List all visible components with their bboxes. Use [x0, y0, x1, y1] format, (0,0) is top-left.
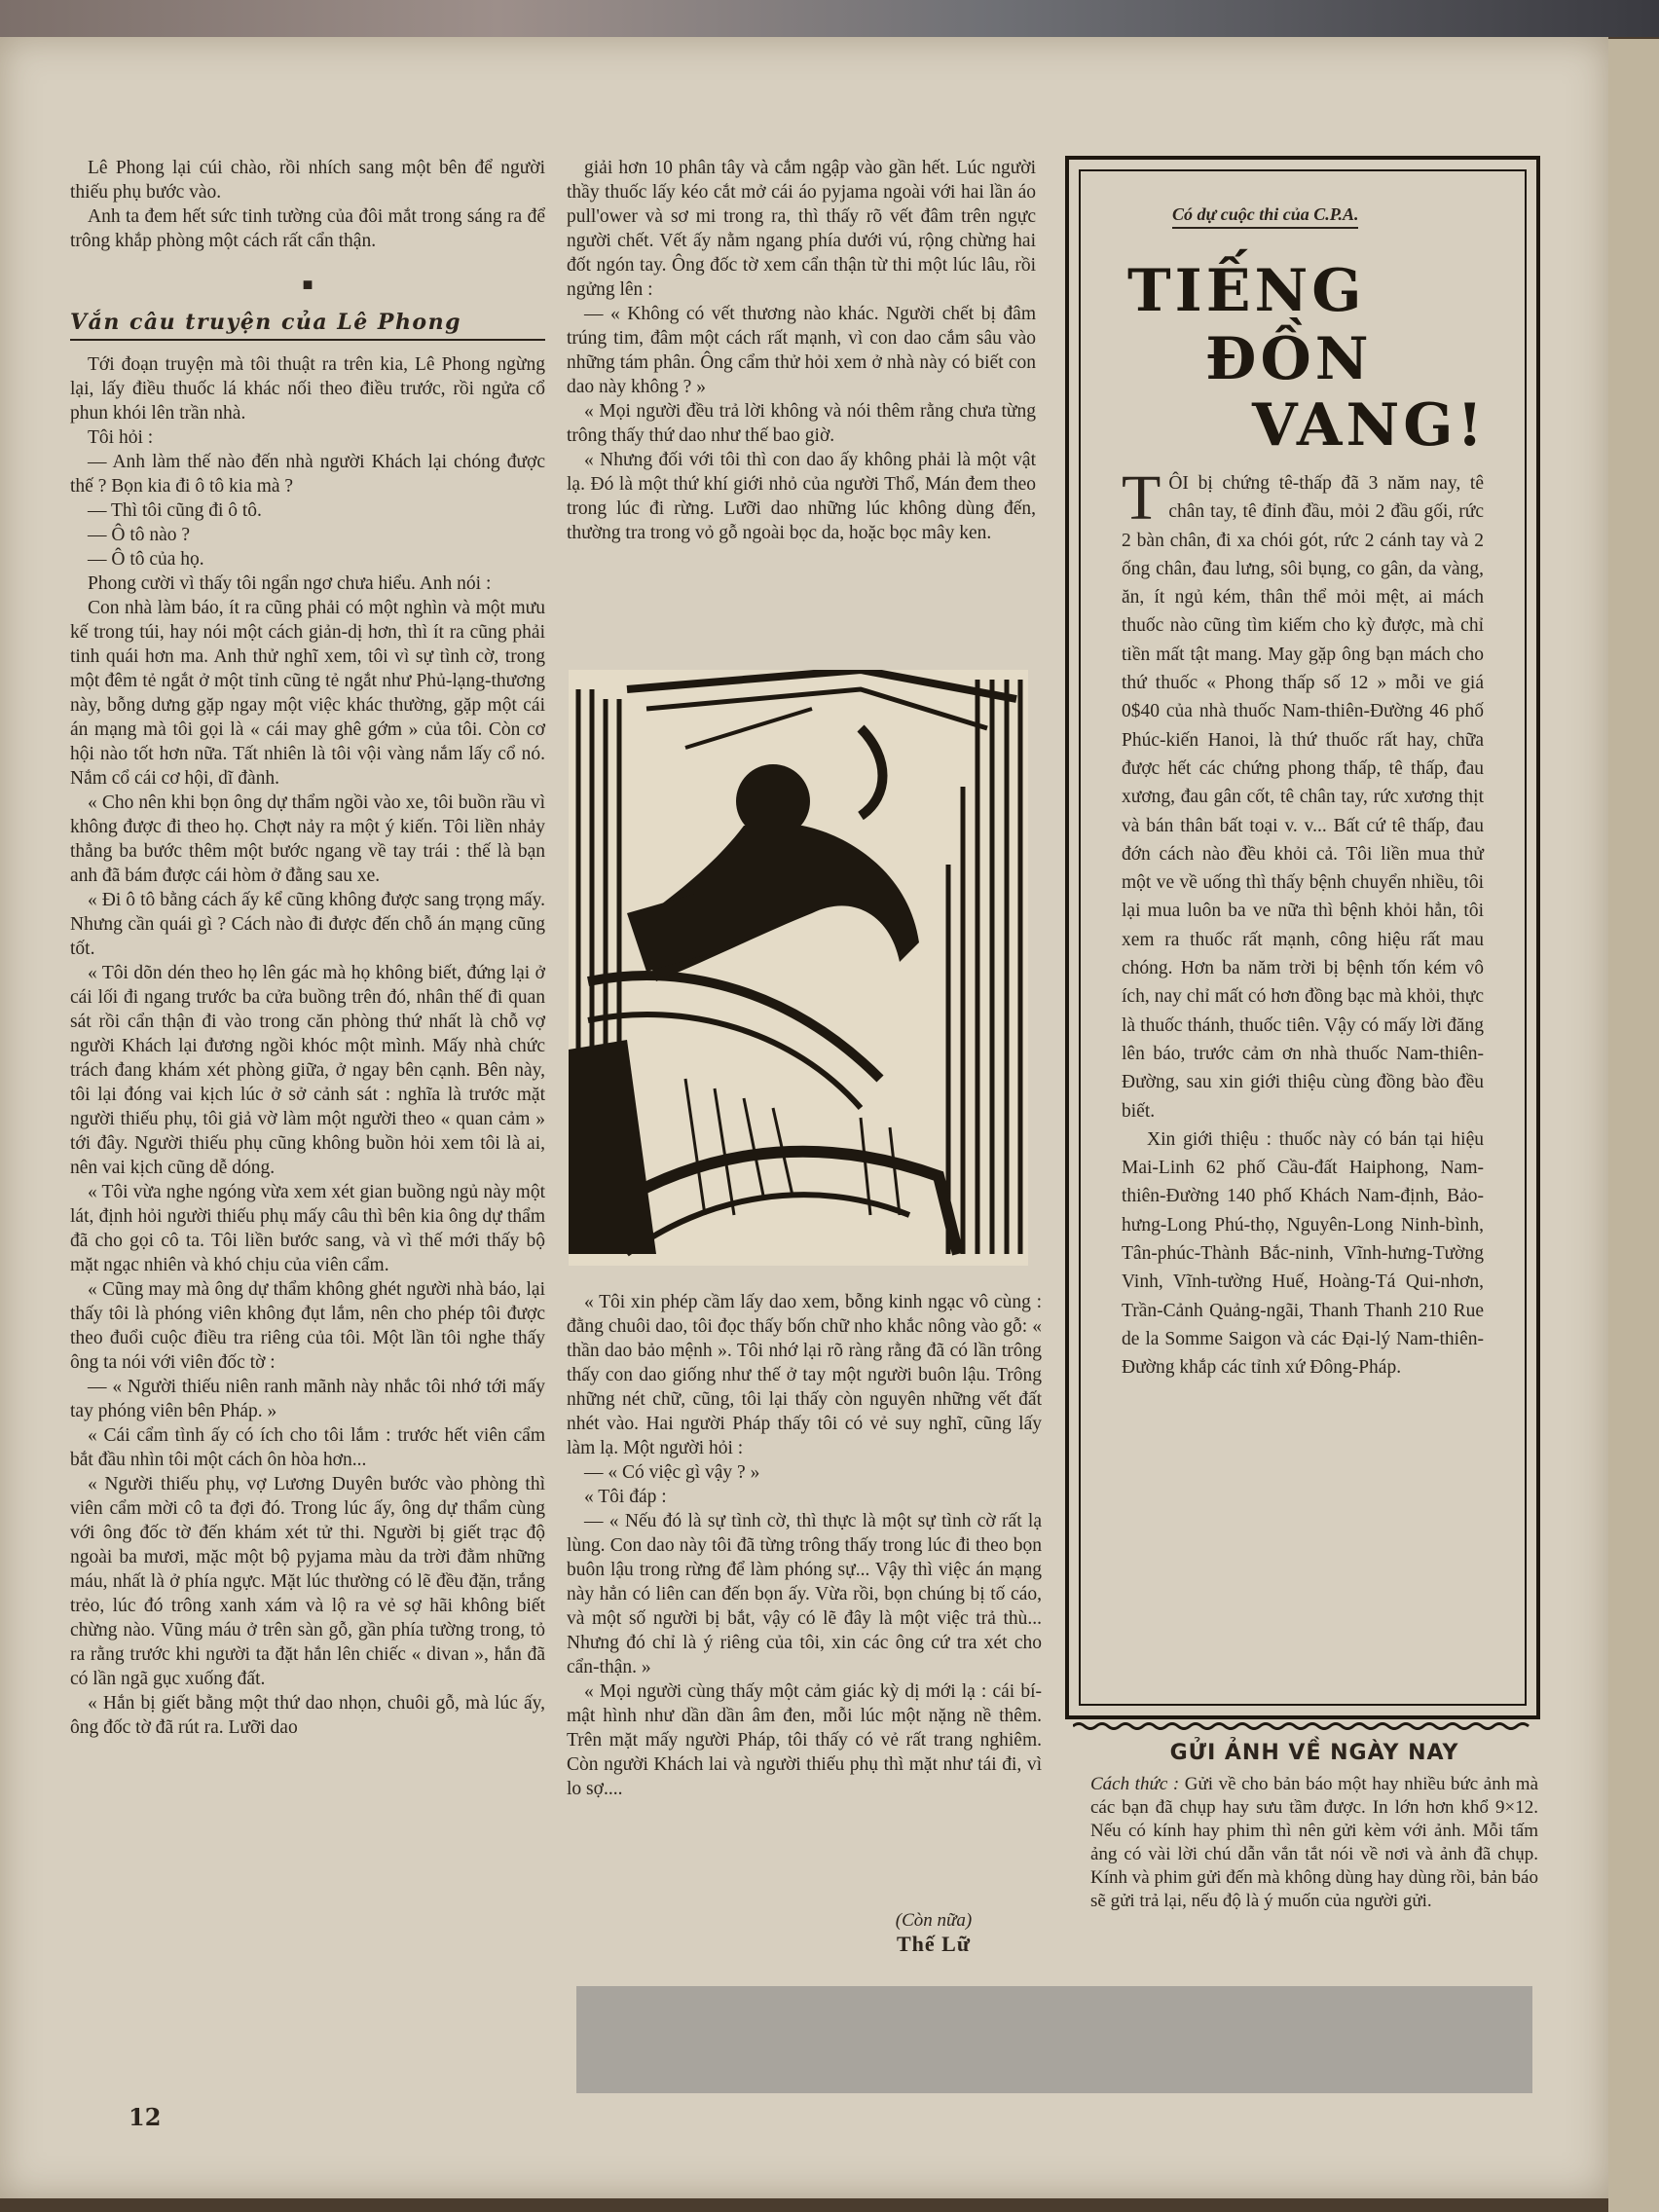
intro-paragraph: Lê Phong lại cúi chào, rồi nhích sang một bên để người thiếu phụ bước vào.: [70, 158, 545, 203]
notice-title: GỬI ẢNH VỀ NGÀY NAY: [1169, 1741, 1459, 1765]
notice-text: Gửi về cho bản báo một hay nhiều bức ảnh mà các bạn đã chụp hay sưu tầm được. In lớn hơn khổ 9×12. Nếu có kính hay phim thì nên gửi kèm với ảnh. Mỗi tấm ảng có vài lời chú dẫn vắn tắt nói về nơi và ảnh đã chụp. Kính và phim gửi đến mà không dùng hay dùng rồi, bản báo sẽ gửi trả lại, nếu độ là ý muốn của người gửi.: [1090, 1774, 1539, 1911]
page-edge: [1608, 39, 1659, 2212]
section-bullet: ■: [302, 275, 313, 294]
column-middle-bottom: [567, 1290, 1042, 1801]
story-paragraph: « Tôi vừa nghe ngóng vừa xem xét gian buồng ngủ này một lát, định hỏi người thiếu phụ mấy câu thì bên kia ông dự thẩm đã cho gọi cô ta. Tôi liền bước sang, và vì thế mới thấy bộ mặt ngạc nhiên và khó chịu của viên cẩm.: [70, 1182, 545, 1275]
story-paragraph: — « Nếu đó là sự tình cờ, thì thực là một sự tình cờ rất lạ lùng. Con dao này tôi đã từng trông thấy trong lúc đi theo bọn buôn lậu trong rừng để làm phóng sự... Vậy thì việc án mạng này hẳn có liên can đến bọn ấy. Vừa rồi, bọn chúng bị tố cáo, và một số người bị bắt, vậy có lẽ đây là một việc trả thù... Nhưng đó chỉ là ý riêng của tôi, xin các ông cứ tra xét cho cẩn-thận. »: [567, 1511, 1042, 1677]
continuation-block: [841, 1910, 1026, 1957]
ad-agents: Xin giới thiệu : thuốc này có bán tại hiệu Mai-Linh 62 phố Cầu-đất Haiphong, Nam-thiên-Đường 140 phố Khách Nam-định, Bảo-hưng-Long Phú-thọ, Nguyên-Long Ninh-bình, Tân-phúc-Thành Bắc-ninh, Vĩnh-hưng-Tường Vinh, Vĩnh-tường Huế, Hoàng-Tá Qui-nhơn, Trần-Cảnh Quảng-ngãi, Thanh Thanh 210 Rue de la Somme Saigon và các Đại-lý Nam-thiên-Đường khắp các tỉnh xứ Đông-Pháp.: [1122, 1128, 1484, 1379]
story-paragraph: Phong cười vì thấy tôi ngẩn ngơ chưa hiểu. Anh nói :: [88, 573, 492, 594]
story-paragraph: « Mọi người đều trả lời không và nói thêm rằng chưa từng trông thấy thứ dao như thế bao giờ.: [567, 401, 1036, 446]
story-paragraph: — Anh làm thế nào đến nhà người Khách lại chóng được thế ? Bọn kia đi ô tô kia mà ?: [70, 452, 545, 497]
ad-drop-letter: T: [1122, 462, 1161, 534]
story-paragraph: — « Có việc gì vậy ? »: [584, 1462, 760, 1483]
story-paragraph: — Ô tô nào ?: [88, 525, 191, 545]
notice-lead: Cách thức :: [1090, 1774, 1180, 1794]
ad-body: [1122, 462, 1484, 1382]
story-paragraphs: [70, 352, 545, 1740]
column-middle-top: [567, 156, 1036, 545]
column-left: [70, 156, 545, 1740]
top-edge-strip: [0, 0, 1659, 37]
story-paragraph: — « Người thiếu niên ranh mãnh này nhắc tôi nhớ tới mấy tay phóng viên bên Pháp. »: [70, 1377, 545, 1421]
story-paragraphs-continued: [567, 1290, 1042, 1801]
story-paragraph: — Ô tô của họ.: [88, 549, 204, 570]
story-paragraph: — « Không có vết thương nào khác. Người chết bị đâm trúng tim, đâm một cách rất mạnh, vì con dao cắm sâu vào những tám phân. Ông cẩm thử hỏi xem ở nhà này có biết con dao này không ? »: [567, 304, 1036, 397]
story-paragraph: « Cho nên khi bọn ông dự thẩm ngồi vào xe, tôi buồn rầu vì không được đi theo họ. Chợt nảy ra một ý kiến. Tôi liền nhảy thẳng ba bước thêm một bước ngang về tay trái : thế là bạn anh đã bám được cái hòm ở đằng sau xe.: [70, 793, 545, 886]
ad-body-text: ÔI bị chứng tê-thấp đã 3 năm nay, tê chân tay, tê đỉnh đầu, mỏi 2 đầu gối, rức 2 bàn chân, đi xa chói gót, rức 2 cánh tay và 2 ống chân, đau lưng, sôi bụng, co gân, da vàng, ăn, ít ngủ kém, thân thể mỏi mệt, ai mách thuốc nào cũng tìm kiếm cho kỳ được, mà chỉ tiền mất tật mang. May gặp ông bạn mách cho thứ thuốc « Phong thấp số 12 » mỗi ve giá 0$40 của nhà thuốc Nam-thiên-Đường 46 phố Phúc-kiến Hanoi, là thứ thuốc rất hay, chữa được hết các chứng phong thấp, tê thấp, đau xương, đau gân cốt, tê chân tay, rức xương thịt và bán thân bất toại v. v... Bất cứ tê thấp, đau đớn cách nào đều khỏi cả. Tôi liền mua thử một ve về uống thì thấy bệnh chuyển nhiều, tôi lại mua luôn ba ve nữa thì bệnh khỏi hẳn, tôi xem ra thuốc rất mạnh, công hiệu rất mau chóng. Hơn ba năm trời bị bệnh tốn kém vô ích, nay chỉ mất có hơn đồng bạc mà khỏi, thực là thuốc thánh, thuốc tiên. Vậy có mấy lời đăng lên báo, trước cảm ơn nhà thuốc Nam-thiên-Đường, sau xin giới thiệu cùng đồng bào đều biết.: [1122, 473, 1484, 1122]
notice-body: [1090, 1773, 1538, 1913]
story-paragraphs-continued: [567, 156, 1036, 545]
story-paragraph: Con nhà làm báo, ít ra cũng phải có một nghìn và một mưu kế trong túi, hay nói một cách giản-dị hơn, thì ít ra cũng phải tinh quái hơn ma. Anh thử nghĩ xem, tôi vì sự tình cờ, trong một đêm tẻ ngắt ở một tỉnh cũng tẻ ngắt như Phủ-lạng-thương này, bỗng dưng gặp ngay một việc khác thường, gặp một cái án mạng mà tôi gọi là « cái may ghê gớm » của tôi. Còn cơ hội nào tốt hơn nữa. Tất nhiên là tôi vội vàng nắm lấy cổ nó. Nắm cổ cái cơ hội, dĩ đành.: [70, 598, 545, 789]
medicine-advertisement: [1065, 156, 1540, 1719]
woodcut-illustration: [569, 670, 1028, 1266]
story-paragraph: « Cái cẩm tình ấy có ích cho tôi lắm : trước hết viên cẩm bắt đầu nhìn tôi một cách ôn hòa hơn...: [70, 1425, 545, 1470]
story-paragraph: « Tôi đáp :: [584, 1487, 667, 1507]
story-paragraph: « Người thiếu phụ, vợ Lương Duyên bước vào phòng thì viên cẩm mời cô ta đợi đó. Trong lúc ấy, ông dự thẩm cùng với ông đốc tờ đến khám xét tử thi. Người bị giết trạc độ ngoài ba mươi, mặc một bộ pyjama màu da trời đằm những máu, nhất là ở phía ngực. Mặt lúc thường có lẽ đều đặn, trắng trẻo, lúc đó trông xanh xám và lộ ra vẻ sợ hãi không biết chừng nào. Vũng máu ở trên sàn gỗ, gần phía tường trong, tỏ ra rằng trước khi người ta đặt hắn lên chiếc « divan », hắn đã có lần ngã gục xuống đất.: [70, 1474, 545, 1689]
ad-kicker: Có dự cuộc thi của C.P.A.: [1172, 204, 1358, 229]
intro-paragraph: Anh ta đem hết sức tinh tường của đôi mắt trong sáng ra để trông khắp phòng một cách rất cẩn thận.: [70, 206, 545, 251]
story-paragraph: — Thì tôi cũng đi ô tô.: [88, 500, 262, 521]
story-paragraph: Tôi hỏi :: [88, 427, 154, 448]
story-paragraph: « Mọi người cùng thấy một cảm giác kỳ dị mới lạ : cái bí-mật hình như dần dần âm đen, mỗi lúc một nặng nề thêm. Trên mặt mấy người Pháp, tôi thấy có vẻ rất trang nghiêm. Còn người Khách lai và người thiếu phụ thì mặt như tái đi, vì lo sợ....: [567, 1681, 1042, 1799]
story-paragraph: « Cũng may mà ông dự thẩm không ghét người nhà báo, lại thấy tôi là phóng viên không đụt lắm, nên cho phép tôi được theo đuổi cuộc điều tra riêng của tôi. Một lần tôi nghe thấy ông ta nói với viên đốc tờ :: [70, 1279, 545, 1373]
story-paragraph: « Hắn bị giết bằng một thứ dao nhọn, chuôi gỗ, mà lúc ấy, ông đốc tờ đã rút ra. Lưỡi dao: [70, 1693, 545, 1738]
ad-headline-line: ĐỒN: [1205, 325, 1373, 393]
author-name: Thế Lữ: [896, 1932, 972, 1956]
story-paragraph: Tới đoạn truyện mà tôi thuật ra trên kia, Lê Phong ngừng lại, lấy điều thuốc lá khác nối theo điều trước, rồi ngửa cổ phun khói lên trần nhà.: [70, 354, 545, 424]
gray-placeholder-box: [576, 1986, 1532, 2093]
section-title: Vắn câu truyện của Lê Phong: [70, 311, 545, 341]
story-paragraph: giải hơn 10 phân tây và cắm ngập vào gần hết. Lúc người thầy thuốc lấy kéo cắt mở cái áo pyjama ngoài với hai lần áo pull'ower và sơ mi trong ra, thì thấy rõ vết đâm trên ngực người chết. Vết ấy nằm ngang phía dưới vú, rộng chừng hai đốt ngón tay. Ông đốc tờ xem cẩn thận từ thi một lúc lâu, rồi ngửng lên :: [567, 158, 1036, 300]
wavy-divider: [1073, 1721, 1534, 1731]
page-number: 12: [129, 2103, 162, 2131]
ad-headline-line: VANG!: [1252, 391, 1487, 460]
ad-headline-line: TIẾNG: [1127, 257, 1366, 325]
story-paragraph: « Nhưng đối với tôi thì con dao ấy không phải là một vật lạ. Đó là một thứ khí giới nhỏ của người Thổ, Mán đem theo trong lúc đi rừng. Lưỡi dao những lúc không dùng đến, thường tra trong vỏ gỗ ngoài bọc da, hoặc bọc mây ken.: [567, 450, 1036, 543]
story-paragraph: « Đi ô tô bằng cách ấy kể cũng không được sang trọng mấy. Nhưng cần quái gì ? Cách nào đi được đến chỗ án mạng cũng tốt.: [70, 890, 545, 959]
story-paragraph: « Tôi dõn dén theo họ lên gác mà họ không biết, đứng lại ở cái lối đi ngang trước ba cửa buồng trên đó, nhân thế đi quan sát rồi cẩn thận đi vào trong căn phòng thứ nhất là chỗ vợ người Khách lại đương ngồi khóc một mình. Mấy nhà chức trách đang khám xét phòng giữa, ở ngay bên cạnh. Bên này, tôi lại đóng vai kịch lúc ở sở cảnh sát : nghĩa là trước mặt người thiếu phụ, tôi giả vờ làm một người theo « quan cảm » tới đây. Người thiếu phụ cũng không buồn hỏi xem tôi là ai, nên vai kịch cũng dễ dóng.: [70, 963, 545, 1178]
to-be-continued: (Còn nữa): [895, 1910, 973, 1931]
photo-submission-notice: [1090, 1741, 1538, 1913]
story-paragraph: « Tôi xin phép cầm lấy dao xem, bỗng kinh ngạc vô cùng : đằng chuôi dao, tôi đọc thấy bốn chữ nho khắc nông vào gỗ: « thần dao bảo mệnh ». Tôi nhớ lại rõ ràng rằng đã có lần trông thấy con dao giống như thế ở tay một người buôn lậu. Trông những nét chữ, cũng, tôi lại thấy còn nguyên những vết đất nhét vào. Hai người Pháp thấy tôi có vẻ suy nghĩ, cũng lấy làm lạ. Một người hỏi :: [567, 1292, 1042, 1458]
